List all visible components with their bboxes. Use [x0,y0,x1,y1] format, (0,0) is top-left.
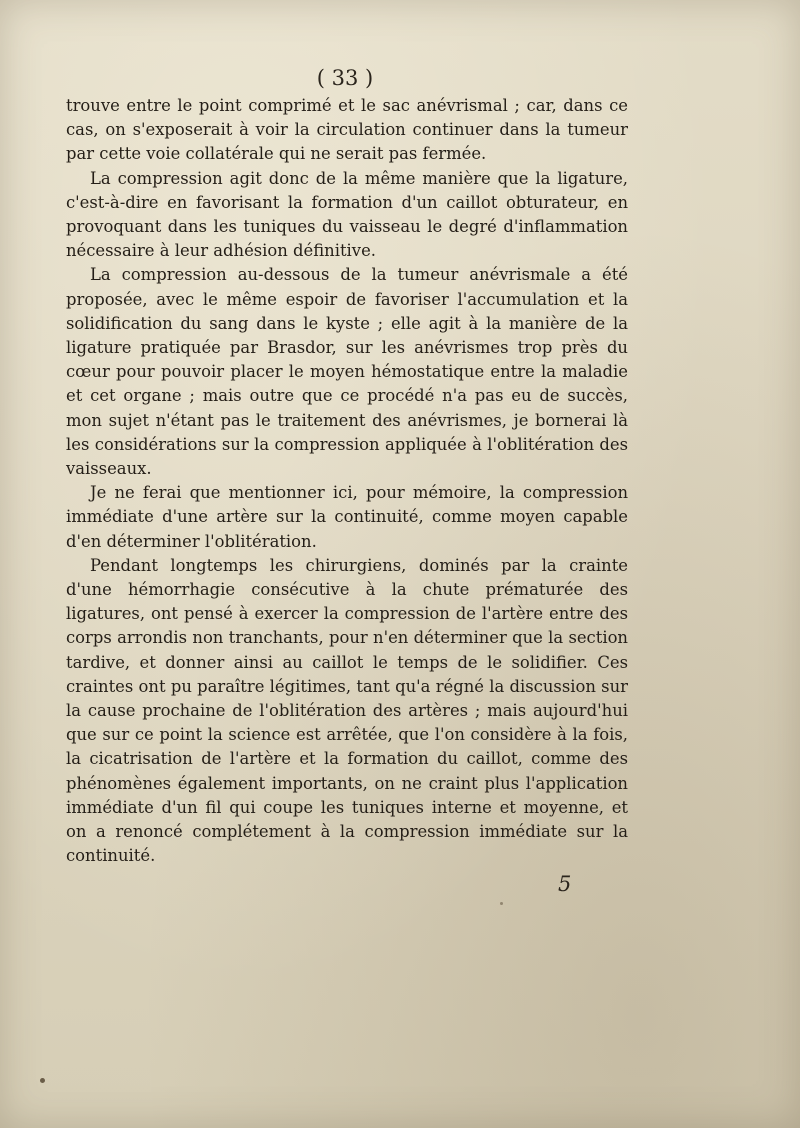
paragraph-3: La compression au-dessous de la tumeur anévrismale a été proposée, avec le même espoir de favoriser l'accumulation et la solidification du sang dans le kyste ; elle agit à la manière de la ligature pratiquée par Brasdor, sur les anévrismes trop près du cœur pour pouvoir placer le moyen hémostatique entre la maladie et cet organe ; mais outre que ce procédé n'a pas eu de succès, mon sujet n'étant pas le traitement des anévrismes, je bornerai là les considérations sur la compression appliquée à l'oblitération des vaisseaux. [66,265,628,479]
paper-speck [40,1078,45,1083]
body-text [66,94,628,869]
paragraph-2: La compression agit donc de la même manière que la ligature, c'est-à-dire en favorisant la formation d'un caillot obturateur, en provoquant dans les tuniques du vaisseau le degré d'inflammation nécessaire à leur adhésion définitive. [66,168,628,261]
paragraph-5: Pendant longtemps les chirurgiens, dominés par la crainte d'une hémorrhagie consécutive à la chute prématurée des ligatures, ont pensé à exercer la compression de l'artère entre des corps arrondis non tranchants, pour n'en déterminer que la section tardive, et donner ainsi au caillot le temps de le solidifier. Ces craintes ont pu paraître légitimes, tant qu'a régné la discussion sur la cause prochaine de l'oblitération des artères ; mais aujourd'hui que sur ce point la science est arrêtée, que l'on considère à la fois, la cicatrisation de l'artère et la formation du caillot, comme des phénomènes également importants, on ne craint plus l'application immédiate d'un fil qui coupe les tuniques interne et moyenne, et on a renoncé complétement à la compression immédiate sur la continuité. [66,555,628,866]
paper-speck [500,902,503,905]
paragraph-4: Je ne ferai que mentionner ici, pour mémoire, la compression immédiate d'une artère sur la continuité, comme moyen capable d'en déterminer l'oblitération. [66,483,628,551]
paragraph-1: trouve entre le point comprimé et le sac anévrismal ; car, dans ce cas, on s'exposerait à voir la circulation continuer dans la tumeur par cette voie collatérale qui ne serait pas fermée. [66,96,628,164]
page-number: ( 33 ) [316,66,374,90]
signature-mark: 5 [558,872,572,896]
